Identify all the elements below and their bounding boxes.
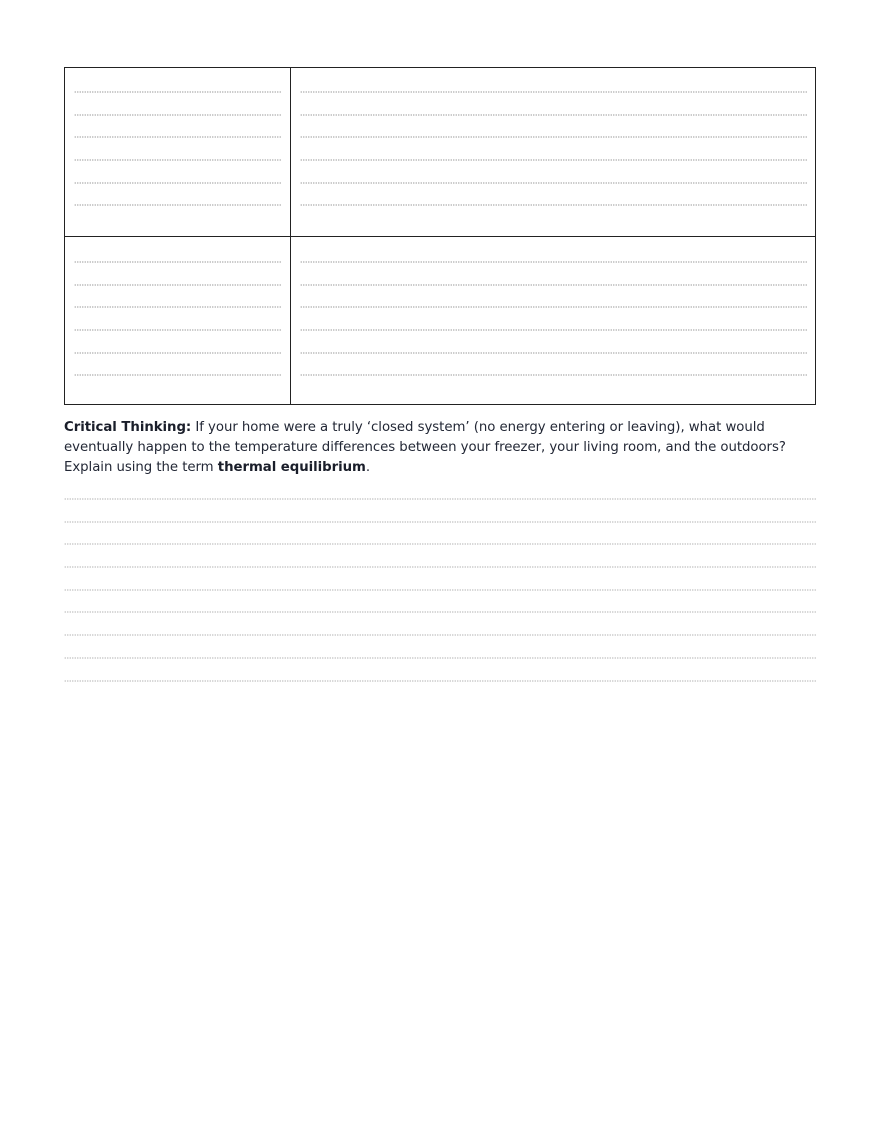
dotted-writing-line	[300, 261, 807, 263]
dotted-writing-line	[74, 306, 282, 308]
dotted-writing-line	[74, 114, 282, 116]
dotted-writing-line	[74, 182, 282, 184]
table-cell-row2-left[interactable]	[65, 237, 291, 404]
table-cell-row1-left[interactable]	[65, 68, 291, 237]
table-cell-row2-right[interactable]	[291, 237, 815, 404]
dotted-writing-line	[74, 261, 282, 263]
dotted-writing-line	[64, 680, 816, 682]
critical-thinking-label: Critical Thinking:	[64, 420, 192, 435]
dotted-writing-line	[64, 543, 816, 545]
key-term: thermal equilibrium	[217, 460, 366, 475]
dotted-writing-line	[74, 159, 282, 161]
question-text: If your home were a truly ‘closed system’ (no energy entering or leaving), what would eventually happen to the temperature differences between your freezer, your living room, and the outdoors? Explain using the term	[64, 420, 786, 475]
answer-table	[64, 67, 816, 405]
dotted-writing-line	[74, 374, 282, 376]
dotted-writing-line	[300, 352, 807, 354]
dotted-writing-line	[300, 136, 807, 138]
dotted-writing-line	[64, 611, 816, 613]
dotted-writing-line	[64, 521, 816, 523]
critical-thinking-question	[64, 418, 816, 478]
table-cell-row1-right[interactable]	[291, 68, 815, 237]
dotted-writing-line	[300, 159, 807, 161]
dotted-writing-line	[300, 204, 807, 206]
dotted-writing-line	[74, 329, 282, 331]
dotted-writing-line	[64, 634, 816, 636]
dotted-writing-line	[64, 566, 816, 568]
question-end: .	[365, 460, 371, 475]
dotted-writing-line	[74, 284, 282, 286]
dotted-writing-line	[300, 284, 807, 286]
dotted-writing-line	[300, 91, 807, 93]
dotted-writing-line	[64, 498, 816, 500]
dotted-writing-line	[74, 352, 282, 354]
dotted-writing-line	[74, 91, 282, 93]
dotted-writing-line	[300, 329, 807, 331]
dotted-writing-line	[74, 204, 282, 206]
dotted-writing-line	[300, 374, 807, 376]
dotted-writing-line	[300, 182, 807, 184]
dotted-writing-line	[300, 306, 807, 308]
dotted-writing-line	[64, 657, 816, 659]
dotted-writing-line	[74, 136, 282, 138]
dotted-writing-line	[300, 114, 807, 116]
dotted-writing-line	[64, 589, 816, 591]
answer-writing-area[interactable]	[64, 498, 816, 702]
